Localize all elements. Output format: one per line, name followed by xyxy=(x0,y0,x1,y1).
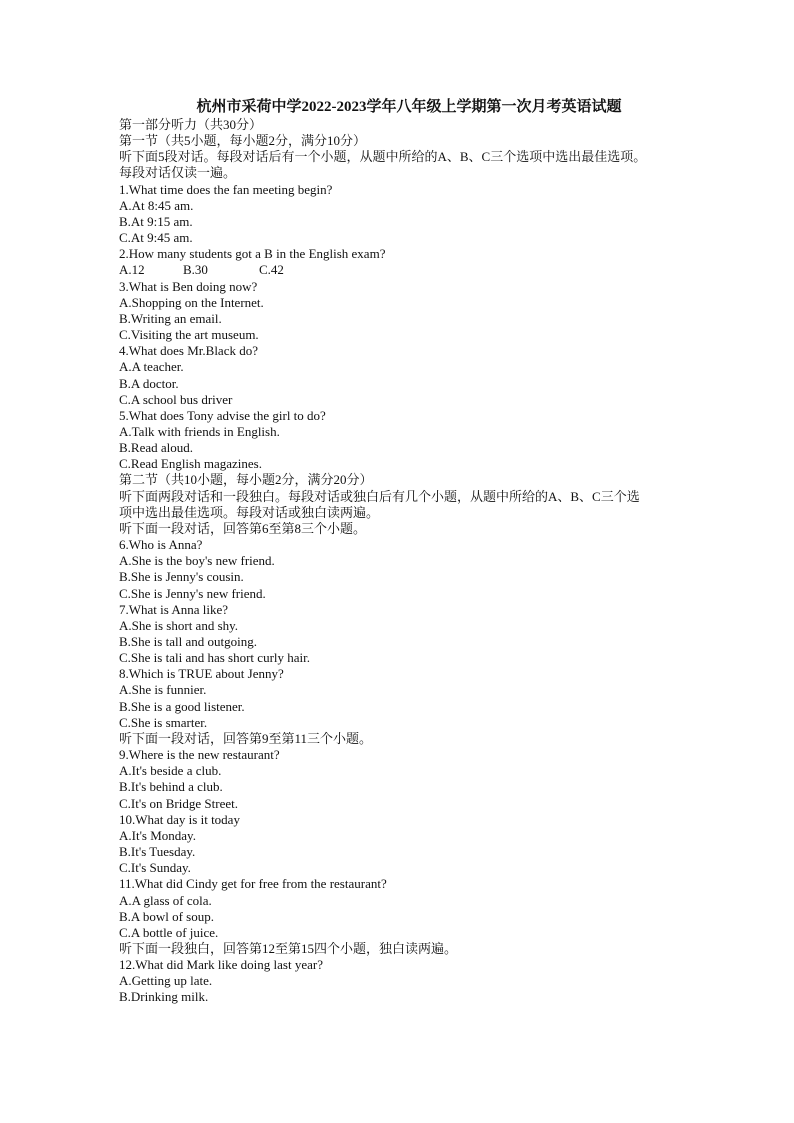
question-1-option-b: B.At 9:15 am. xyxy=(119,213,193,229)
section2-heading: 第二节（共10小题，每小题2分，满分20分） xyxy=(119,472,373,488)
dialog2-instruction: 听下面一段对话，回答第9至第11三个小题。 xyxy=(119,730,373,746)
section2-instruction: 听下面两段对话和一段独白。每段对话或独白后有几个小题，从题中所给的A、B、C三个选项中选出最佳选项。每段对话或独白读两遍。 xyxy=(119,488,640,520)
question-9-option-c: C.It's on Bridge Street. xyxy=(119,795,238,811)
question-5-option-c: C.Read English magazines. xyxy=(119,456,262,472)
question-2-stem: 2.How many students got a B in the English exam? xyxy=(119,246,386,262)
question-1-option-c: C.At 9:45 am. xyxy=(119,230,193,246)
question-2-option-a: A.12 xyxy=(119,262,145,278)
page-title: 杭州市采荷中学2022-2023学年八年级上学期第一次月考英语试题 xyxy=(196,99,622,115)
question-1-stem: 1.What time does the fan meeting begin? xyxy=(119,181,333,197)
monologue-instruction: 听下面一段独白，回答第12至第15四个小题，独白读两遍。 xyxy=(119,940,458,956)
question-9-option-b: B.It's behind a club. xyxy=(119,779,223,795)
question-6-stem: 6.Who is Anna? xyxy=(119,537,203,553)
question-4-option-c: C.A school bus driver xyxy=(119,391,233,407)
question-7-stem: 7.What is Anna like? xyxy=(119,601,229,617)
question-6-option-a: A.She is the boy's new friend. xyxy=(119,553,275,569)
question-5-option-b: B.Read aloud. xyxy=(119,440,194,456)
question-10-option-a: A.It's Monday. xyxy=(119,827,196,843)
question-4-option-a: A.A teacher. xyxy=(119,359,184,375)
question-8-stem: 8.Which is TRUE about Jenny? xyxy=(119,666,284,682)
question-5-option-a: A.Talk with friends in English. xyxy=(119,423,280,439)
question-4-stem: 4.What does Mr.Black do? xyxy=(119,343,258,359)
question-4-option-b: B.A doctor. xyxy=(119,375,179,391)
question-8-option-a: A.She is funnier. xyxy=(119,682,207,698)
question-7-option-c: C.She is tali and has short curly hair. xyxy=(119,650,311,666)
question-11-option-c: C.A bottle of juice. xyxy=(119,924,219,940)
dialog1-instruction: 听下面一段对话，回答第6至第8三个小题。 xyxy=(119,520,367,536)
question-3-option-a: A.Shopping on the Internet. xyxy=(119,294,264,310)
question-8-option-c: C.She is smarter. xyxy=(119,714,208,730)
part1-heading: 第一部分听力（共30分） xyxy=(119,117,263,132)
question-6-option-b: B.She is Jenny's cousin. xyxy=(119,569,244,585)
exam-page xyxy=(119,98,679,1006)
question-2-option-c: C.42 xyxy=(259,262,284,278)
question-12-stem: 12.What did Mark like doing last year? xyxy=(119,957,323,973)
question-8-option-b: B.She is a good listener. xyxy=(119,698,245,714)
question-12-option-a: A.Getting up late. xyxy=(119,973,213,989)
question-2-option-b: B.30 xyxy=(183,262,208,278)
section1-heading: 第一节（共5小题，每小题2分，满分10分） xyxy=(119,133,367,149)
question-12-option-b: B.Drinking milk. xyxy=(119,989,209,1005)
question-5-stem: 5.What does Tony advise the girl to do? xyxy=(119,407,326,423)
question-7-option-a: A.She is short and shy. xyxy=(119,617,239,633)
question-9-stem: 9.Where is the new restaurant? xyxy=(119,747,280,763)
question-6-option-c: C.She is Jenny's new friend. xyxy=(119,585,266,601)
question-7-option-b: B.She is tall and outgoing. xyxy=(119,634,257,649)
question-10-option-b: B.It's Tuesday. xyxy=(119,844,196,860)
question-11-option-b: B.A bowl of soup. xyxy=(119,908,214,924)
question-3-stem: 3.What is Ben doing now? xyxy=(119,278,258,294)
question-3-option-b: B.Writing an email. xyxy=(119,310,222,326)
question-1-option-a: A.At 8:45 am. xyxy=(119,197,194,213)
question-11-stem: 11.What did Cindy get for free from the restaurant? xyxy=(119,876,387,892)
question-2-options xyxy=(119,262,679,278)
question-3-option-c: C.Visiting the art museum. xyxy=(119,327,259,343)
section1-instruction: 听下面5段对话。每段对话后有一个小题，从题中所给的A、B、C三个选项中选出最佳选项。每段对话仅读一遍。 xyxy=(119,149,647,181)
question-9-option-a: A.It's beside a club. xyxy=(119,763,222,779)
question-10-stem: 10.What day is it today xyxy=(119,811,240,827)
question-10-option-c: C.It's Sunday. xyxy=(119,860,191,876)
question-11-option-a: A.A glass of cola. xyxy=(119,892,212,908)
